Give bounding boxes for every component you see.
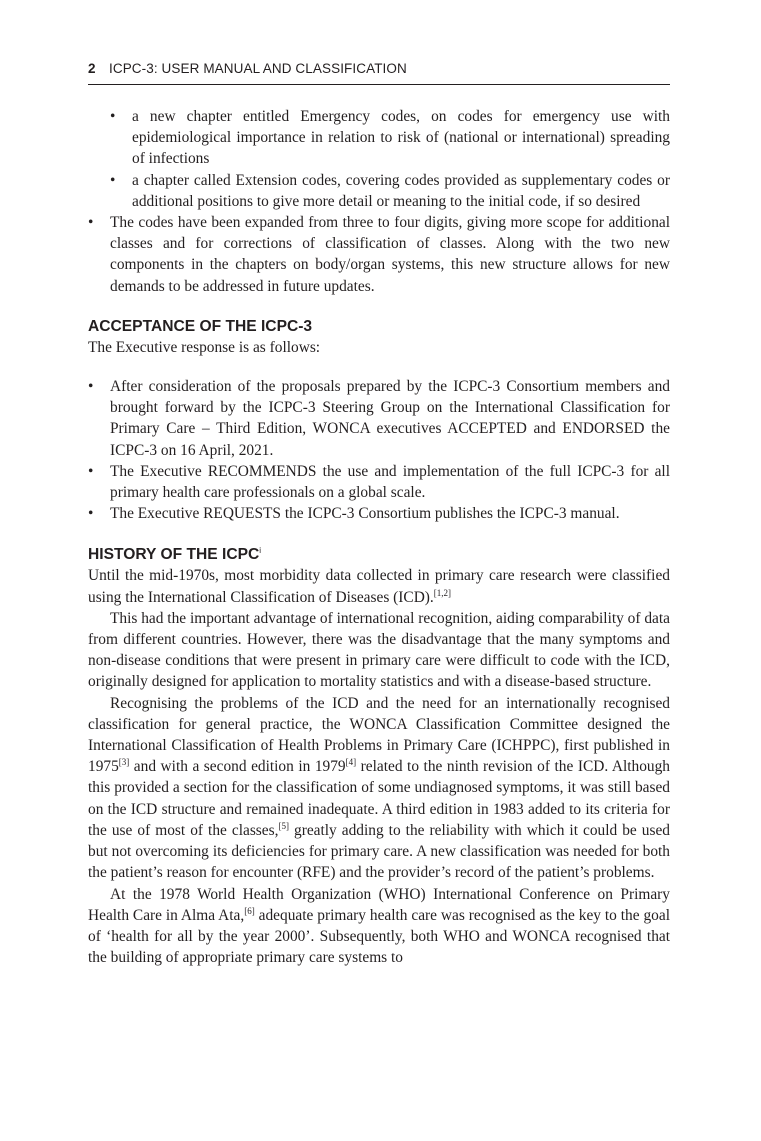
bullet-marker: • (110, 108, 116, 125)
sub-bullet-item: • a chapter called Extension codes, covering codes provided as supplementary codes or additional positions to give more detail or meaning to the initial code, if so desired (110, 171, 670, 210)
bullet-list (88, 212, 670, 297)
section-heading-acceptance: ACCEPTANCE OF THE ICPC-3 (88, 317, 313, 335)
acceptance-lead: The Executive response is as follows: (88, 338, 321, 356)
citation: [6] (244, 905, 255, 916)
page-body (88, 106, 670, 968)
citation: [5] (278, 820, 289, 831)
bullet-item: • The codes have been expanded from three to four digits, giving more scope for additional classes and for corrections of classification of classes. Along with the two new components in the chapters on body/organ systems, this new structure allows for new demands to be addressed in future updates. (88, 214, 670, 295)
bullet-marker: • (110, 171, 116, 189)
bullet-item: • After consideration of the proposals prepared by the ICPC-3 Consortium members and brought forward by the ICPC-3 Steering Group on the International Classification for Primary Care – Third Edition, WONCA executives ACCEPTED and ENDORSED the ICPC-3 on 16 April, 2021. (88, 378, 670, 459)
citation: [1,2] (433, 587, 452, 598)
bullet-marker: • (88, 214, 94, 232)
sub-bullet-list (110, 106, 670, 212)
acceptance-bullet-list (88, 376, 670, 524)
bullet-item: • The Executive RECOMMENDS the use and implementation of the full ICPC-3 for all primary health care professionals on a global scale. (88, 462, 670, 502)
sub-bullet-item: • a new chapter entitled Emergency codes, on codes for emergency use with epidemiological importance in relation to risk of (national or international) spreading of infections (110, 108, 670, 168)
running-header-title: ICPC-3: USER MANUAL AND CLASSIFICATION (109, 61, 407, 76)
history-paragraph-1: Until the mid-1970s, most morbidity data collected in primary care research were classified using the International Classification of Diseases (ICD).[1,2] (88, 567, 670, 606)
bullet-item: • The Executive REQUESTS the ICPC-3 Consortium publishes the ICPC-3 manual. (88, 503, 670, 524)
page-number: 2 (88, 61, 96, 76)
citation: [3] (118, 757, 130, 768)
history-paragraph-4: At the 1978 World Health Organization (WHO) International Conference on Primary Health Care in Alma Ata,[6] adequate primary health care was recognised as the key to the goal of ‘health for all by the year 2000’. Subsequently, both WHO and WONCA recognised that the building of appropriate primary care systems to (88, 885, 670, 967)
running-header (88, 58, 670, 85)
heading-footnote-marker: i (259, 546, 262, 556)
bullet-marker: • (88, 505, 94, 523)
bullet-marker: • (88, 378, 94, 396)
citation: [4] (345, 757, 357, 768)
bullet-marker: • (88, 462, 94, 480)
history-paragraph-3: Recognising the problems of the ICD and the need for an internationally recognised classification for general practice, the WONCA Classification Committee designed the International Classification of Health Problems in Primary Care (ICHPPC), first published in 1975[3] and with a second edition in 1979[4] related to the ninth revision of the ICD. Although this provided a section for the classification of some undiagnosed symptoms, it was still based on the ICD structure and remained inadequate. A third edition in 1983 added to its criteria for the use of most of the classes,[5] greatly adding to the reliability with which it could be used but not overcoming its deficiencies for primary care. A new classification was needed for both the patient’s reason for encounter (RFE) and the provider’s record of the patient’s problems. (88, 694, 670, 882)
section-heading-history: HISTORY OF THE ICPC$^i$ (88, 546, 262, 564)
history-paragraph-2: This had the important advantage of international recognition, aiding comparability of data from different countries. However, there was the disadvantage that the many symptoms and non-disease conditions that were present in primary care were difficult to code with the ICD, originally designed for application to mortality statistics and with a disease-based structure. (88, 609, 670, 691)
